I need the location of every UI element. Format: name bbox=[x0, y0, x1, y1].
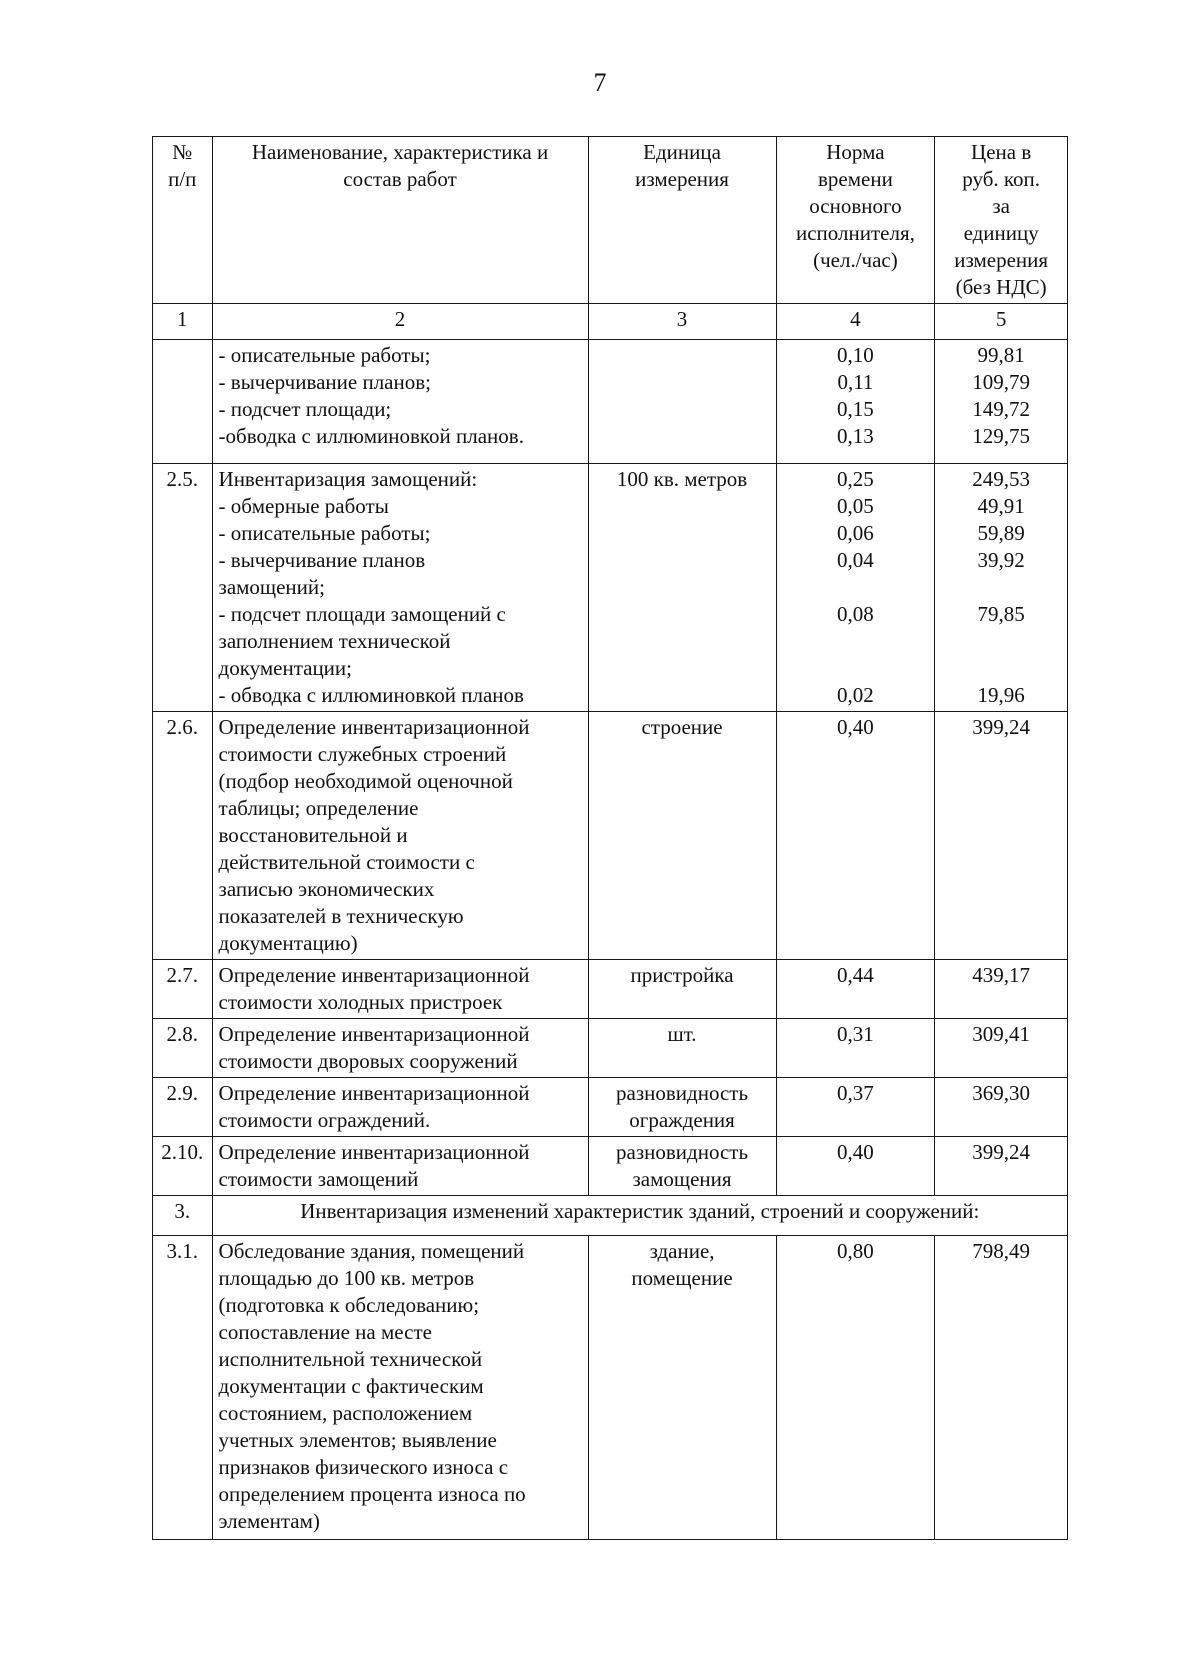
table-row bbox=[153, 1019, 1068, 1078]
name-line: документацию) bbox=[218, 931, 358, 955]
norm-value: 0,08 bbox=[837, 602, 874, 626]
row-norm: 0,80 bbox=[776, 1236, 935, 1540]
name-line: действительной стоимости с bbox=[218, 850, 475, 874]
unit-line: замощения bbox=[632, 1167, 732, 1191]
row-name bbox=[212, 340, 588, 464]
price-value: 129,75 bbox=[972, 424, 1031, 448]
name-line: документации; bbox=[218, 656, 352, 680]
row-price: 798,49 bbox=[935, 1236, 1068, 1540]
row-number: 2.8. bbox=[153, 1019, 213, 1078]
row-name bbox=[212, 960, 588, 1019]
name-line: стоимости холодных пристроек bbox=[218, 990, 503, 1014]
norm-value: 0,11 bbox=[837, 370, 874, 394]
header-text: (чел./час) bbox=[813, 248, 898, 272]
price-value: 19,96 bbox=[977, 683, 1025, 707]
price-value: 99,81 bbox=[977, 343, 1025, 367]
row-number: 3. bbox=[153, 1196, 213, 1236]
row-norm: 0,40 bbox=[776, 1137, 935, 1196]
name-line: показателей в техническую bbox=[218, 904, 464, 928]
section-title: Инвентаризация изменений характеристик зданий, строений и сооружений: bbox=[212, 1196, 1067, 1236]
row-number bbox=[153, 340, 213, 464]
table-row bbox=[153, 1236, 1068, 1540]
norm-value: 0,15 bbox=[837, 397, 874, 421]
header-text: Наименование, характеристика и bbox=[251, 140, 549, 164]
spacer bbox=[941, 655, 1061, 682]
row-number: 2.6. bbox=[153, 712, 213, 960]
norm-value: 0,06 bbox=[837, 521, 874, 545]
name-line: - обмерные работы bbox=[218, 494, 389, 518]
column-number: 2 bbox=[212, 304, 588, 340]
table-header-row bbox=[153, 137, 1068, 304]
name-line: таблицы; определение bbox=[218, 796, 419, 820]
column-number: 4 bbox=[776, 304, 935, 340]
name-line: Определение инвентаризационной bbox=[218, 1081, 530, 1105]
name-line: элементам) bbox=[218, 1509, 320, 1533]
price-value: 59,89 bbox=[977, 521, 1025, 545]
name-line: площадью до 100 кв. метров bbox=[218, 1266, 475, 1290]
name-line: стоимости дворовых сооружений bbox=[218, 1049, 518, 1073]
header-text: основного bbox=[809, 194, 902, 218]
header-price bbox=[935, 137, 1068, 304]
header-text: единицу bbox=[963, 221, 1039, 245]
row-price: 399,24 bbox=[935, 712, 1068, 960]
row-unit bbox=[588, 1137, 776, 1196]
name-line: исполнительной технической bbox=[218, 1347, 483, 1371]
header-name bbox=[212, 137, 588, 304]
unit-line: здание, bbox=[649, 1239, 715, 1263]
name-line: стоимости служебных строений bbox=[218, 742, 507, 766]
table-row bbox=[153, 960, 1068, 1019]
norm-value: 0,10 bbox=[837, 343, 874, 367]
name-line: заполнением технической bbox=[218, 629, 451, 653]
name-line: - вычерчивание планов; bbox=[218, 370, 431, 394]
price-value: 39,92 bbox=[977, 548, 1025, 572]
header-text: Единица bbox=[643, 140, 721, 164]
header-unit bbox=[588, 137, 776, 304]
section-row bbox=[153, 1196, 1068, 1236]
row-number: 2.5. bbox=[153, 464, 213, 712]
name-line: Определение инвентаризационной bbox=[218, 1140, 530, 1164]
spacer bbox=[783, 574, 929, 601]
header-text: состав работ bbox=[343, 167, 457, 191]
name-line: определением процента износа по bbox=[218, 1482, 526, 1506]
column-number: 5 bbox=[935, 304, 1068, 340]
header-text: (без НДС) bbox=[955, 275, 1047, 299]
table-row bbox=[153, 1137, 1068, 1196]
spacer bbox=[941, 574, 1061, 601]
row-price bbox=[935, 340, 1068, 464]
row-norm: 0,31 bbox=[776, 1019, 935, 1078]
name-line: -обводка с иллюминовкой планов. bbox=[218, 424, 524, 448]
row-norm: 0,37 bbox=[776, 1078, 935, 1137]
row-unit bbox=[588, 1236, 776, 1540]
name-line: Определение инвентаризационной bbox=[218, 963, 530, 987]
table-row bbox=[153, 712, 1068, 960]
name-line: Инвентаризация замощений: bbox=[218, 467, 478, 491]
spacer bbox=[783, 655, 929, 682]
unit-line: помещение bbox=[631, 1266, 733, 1290]
row-unit bbox=[588, 340, 776, 464]
row-name bbox=[212, 712, 588, 960]
name-line: признаков физического износа с bbox=[218, 1455, 509, 1479]
row-name bbox=[212, 1078, 588, 1137]
price-value: 249,53 bbox=[972, 467, 1031, 491]
name-line: (подготовка к обследованию; bbox=[218, 1293, 480, 1317]
row-unit bbox=[588, 1078, 776, 1137]
norm-value: 0,05 bbox=[837, 494, 874, 518]
header-text: исполнителя, bbox=[795, 221, 915, 245]
row-price: 309,41 bbox=[935, 1019, 1068, 1078]
name-line: записью экономических bbox=[218, 877, 435, 901]
row-unit: 100 кв. метров bbox=[588, 464, 776, 712]
row-price bbox=[935, 464, 1068, 712]
row-unit: строение bbox=[588, 712, 776, 960]
row-price: 439,17 bbox=[935, 960, 1068, 1019]
page-number: 7 bbox=[593, 68, 607, 97]
table-row bbox=[153, 340, 1068, 464]
spacer bbox=[783, 628, 929, 655]
price-value: 149,72 bbox=[972, 397, 1031, 421]
unit-line: разновидность bbox=[616, 1140, 749, 1164]
norm-value: 0,02 bbox=[837, 683, 874, 707]
header-text: времени bbox=[818, 167, 893, 191]
header-text: руб. коп. bbox=[962, 167, 1041, 191]
unit-line: ограждения bbox=[629, 1108, 735, 1132]
price-value: 109,79 bbox=[972, 370, 1031, 394]
name-line: Обследование здания, помещений bbox=[218, 1239, 525, 1263]
table-row bbox=[153, 464, 1068, 712]
header-number bbox=[153, 137, 213, 304]
row-price: 399,24 bbox=[935, 1137, 1068, 1196]
column-number-row bbox=[153, 304, 1068, 340]
row-price: 369,30 bbox=[935, 1078, 1068, 1137]
name-line: - описательные работы; bbox=[218, 343, 431, 367]
price-value: 49,91 bbox=[977, 494, 1025, 518]
name-line: восстановительной и bbox=[218, 823, 408, 847]
row-number: 2.10. bbox=[153, 1137, 213, 1196]
column-number: 1 bbox=[153, 304, 213, 340]
header-text: Норма bbox=[826, 140, 885, 164]
header-text: Цена в bbox=[971, 140, 1032, 164]
name-line: Определение инвентаризационной bbox=[218, 1022, 530, 1046]
spacer bbox=[941, 628, 1061, 655]
name-line: стоимости ограждений. bbox=[218, 1108, 431, 1132]
row-name bbox=[212, 1019, 588, 1078]
name-line: стоимости замощений bbox=[218, 1167, 419, 1191]
unit-line: разновидность bbox=[616, 1081, 749, 1105]
name-line: состоянием, расположением bbox=[218, 1401, 473, 1425]
norm-value: 0,13 bbox=[837, 424, 874, 448]
table-row bbox=[153, 1078, 1068, 1137]
header-text: за bbox=[992, 194, 1010, 218]
row-norm bbox=[776, 340, 935, 464]
norm-value: 0,25 bbox=[837, 467, 874, 491]
price-table bbox=[152, 136, 1068, 1540]
header-text: измерения bbox=[635, 167, 729, 191]
row-number: 2.7. bbox=[153, 960, 213, 1019]
column-number: 3 bbox=[588, 304, 776, 340]
row-name bbox=[212, 464, 588, 712]
header-text: п/п bbox=[168, 167, 197, 191]
name-line: - вычерчивание планов bbox=[218, 548, 426, 572]
header-text: измерения bbox=[954, 248, 1049, 272]
name-line: Определение инвентаризационной bbox=[218, 715, 530, 739]
row-norm: 0,44 bbox=[776, 960, 935, 1019]
name-line: - описательные работы; bbox=[218, 521, 431, 545]
row-name bbox=[212, 1137, 588, 1196]
name-line: замощений; bbox=[218, 575, 325, 599]
header-text: № bbox=[172, 140, 193, 164]
name-line: сопоставление на месте bbox=[218, 1320, 432, 1344]
row-unit: пристройка bbox=[588, 960, 776, 1019]
name-line: - подсчет площади замощений с bbox=[218, 602, 506, 626]
row-norm bbox=[776, 464, 935, 712]
name-line: документации с фактическим bbox=[218, 1374, 484, 1398]
row-unit: шт. bbox=[588, 1019, 776, 1078]
header-norm bbox=[776, 137, 935, 304]
norm-value: 0,04 bbox=[837, 548, 874, 572]
name-line: - подсчет площади; bbox=[218, 397, 392, 421]
price-value: 79,85 bbox=[977, 602, 1025, 626]
row-number: 2.9. bbox=[153, 1078, 213, 1137]
name-line: учетных элементов; выявление bbox=[218, 1428, 497, 1452]
row-name bbox=[212, 1236, 588, 1540]
name-line: - обводка с иллюминовкой планов bbox=[218, 683, 524, 707]
row-norm: 0,40 bbox=[776, 712, 935, 960]
row-number: 3.1. bbox=[153, 1236, 213, 1540]
name-line: (подбор необходимой оценочной bbox=[218, 769, 513, 793]
